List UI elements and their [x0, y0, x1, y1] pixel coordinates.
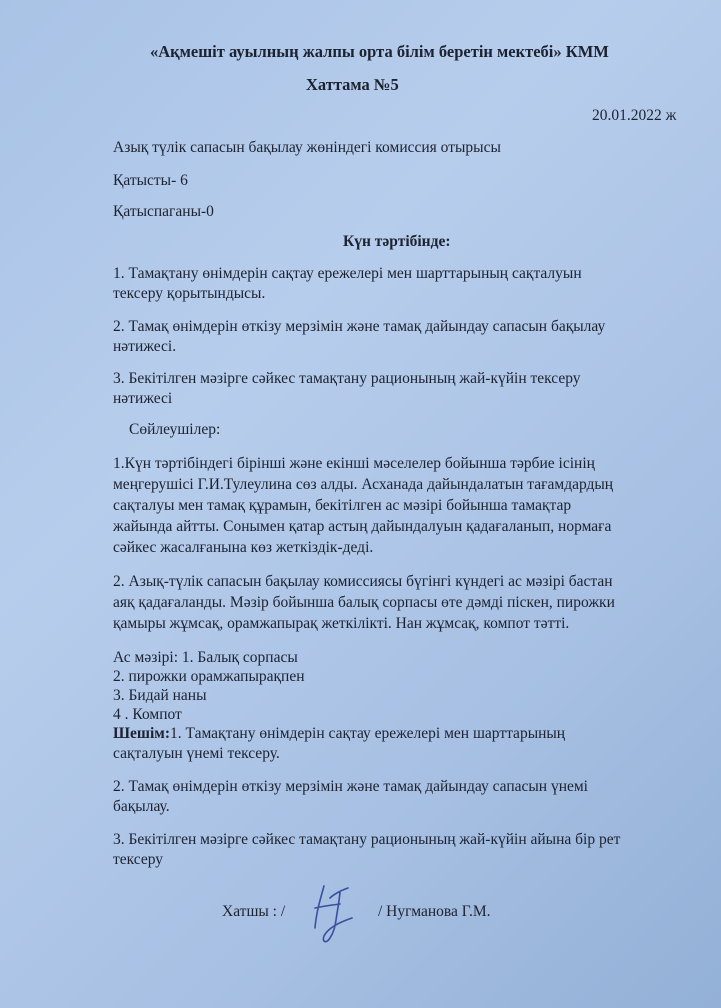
speaker-p1-line-5: сәйкес жасалғанына көз жеткіздік-деді. [113, 539, 374, 556]
handwritten-signature [306, 878, 362, 950]
decision-2-line-2: бақылау. [113, 798, 170, 815]
agenda-heading: Күн тәртібінде: [343, 233, 451, 250]
menu-line-1: Ас мәзірі: 1. Балық сорпасы [113, 649, 298, 666]
speaker-p1-line-2: меңгерушісі Г.И.Тулеулина сөз алды. Асханада дайындалатын тағамдардың [113, 476, 614, 493]
menu-line-2: 2. пирожки орамжапырақпен [113, 668, 305, 685]
speaker-p2-line-1: 2. Азық-түлік сапасын бақылау комиссиясы бүгінгі күндегі ас мәзірі бастан [113, 573, 613, 590]
decision-3-line-1: 3. Бекітілген мәзірге сәйкес тамақтану рационының жай-күйін айына бір рет [113, 831, 621, 848]
decision-line-1 [113, 724, 565, 744]
agenda-item-2-line-2: нәтижесі. [113, 338, 177, 355]
menu-line-4: 4 . Компот [113, 706, 182, 723]
speaker-p1-line-1: 1.Күн тәртібіндегі бірінші және екінші мәселелер бойынша тәрбие ісінің [113, 455, 595, 472]
decision-2-line-1: 2. Тамақ өнімдерін өткізу мерзімін және тамақ дайындау сапасын үнемі [113, 778, 588, 795]
menu-line-3: 3. Бидай наны [113, 687, 207, 704]
present-count: Қатысты- 6 [113, 172, 188, 189]
absent-count: Қатыспаганы-0 [113, 203, 214, 220]
decision-3-line-2: тексеру [113, 851, 164, 868]
speaker-p2-line-2: аяқ қадағаланды. Мәзір бойынша балық сорпасы өте дәмді піскен, пирожки [113, 594, 615, 611]
agenda-item-2-line-1: 2. Тамақ өнімдерін өткізу мерзімін және тамақ дайындау сапасын бақылау [113, 318, 606, 335]
protocol-date: 20.01.2022 ж [592, 107, 677, 124]
meeting-topic: Азық түлік сапасын бақылау жөніндегі комиссия отырысы [113, 139, 501, 156]
speakers-heading: Сөйлеушілер: [129, 421, 221, 438]
agenda-item-1-line-1: 1. Тамақтану өнімдерін сақтау ережелері мен шарттарының сақталуын [113, 265, 582, 282]
agenda-item-3-line-2: нәтижесі [113, 390, 173, 407]
decision-label: Шешім: [113, 725, 171, 742]
secretary-label: Хатшы : / [222, 903, 286, 920]
decision-1-second: сақталуын үнемі тексеру. [113, 745, 280, 762]
speaker-p2-line-3: қамыры жұмсақ, орамжапырақ жеткілікті. Нан жұмсақ, компот тәтті. [113, 615, 570, 632]
protocol-title: Хаттама №5 [306, 75, 399, 94]
secretary-name: / Нугманова Г.М. [378, 903, 491, 920]
decision-1-first: 1. Тамақтану өнімдерін сақтау ережелері мен шарттарының [170, 725, 566, 742]
agenda-item-3-line-1: 3. Бекітілген мәзірге сәйкес тамақтану рационының жай-күйін тексеру [113, 370, 581, 387]
school-title: «Ақмешіт ауылның жалпы орта білім беретін мектебі» КММ [150, 42, 609, 61]
speaker-p1-line-3: сақталуы мен тамақ құрамын, бекітілген ас мәзірі бойынша тамақтар [113, 497, 572, 514]
speaker-p1-line-4: жайында айтты. Сонымен қатар астың дайындалуын қадағаланып, нормаға [113, 518, 612, 535]
agenda-item-1-line-2: тексеру қорытындысы. [113, 285, 266, 302]
